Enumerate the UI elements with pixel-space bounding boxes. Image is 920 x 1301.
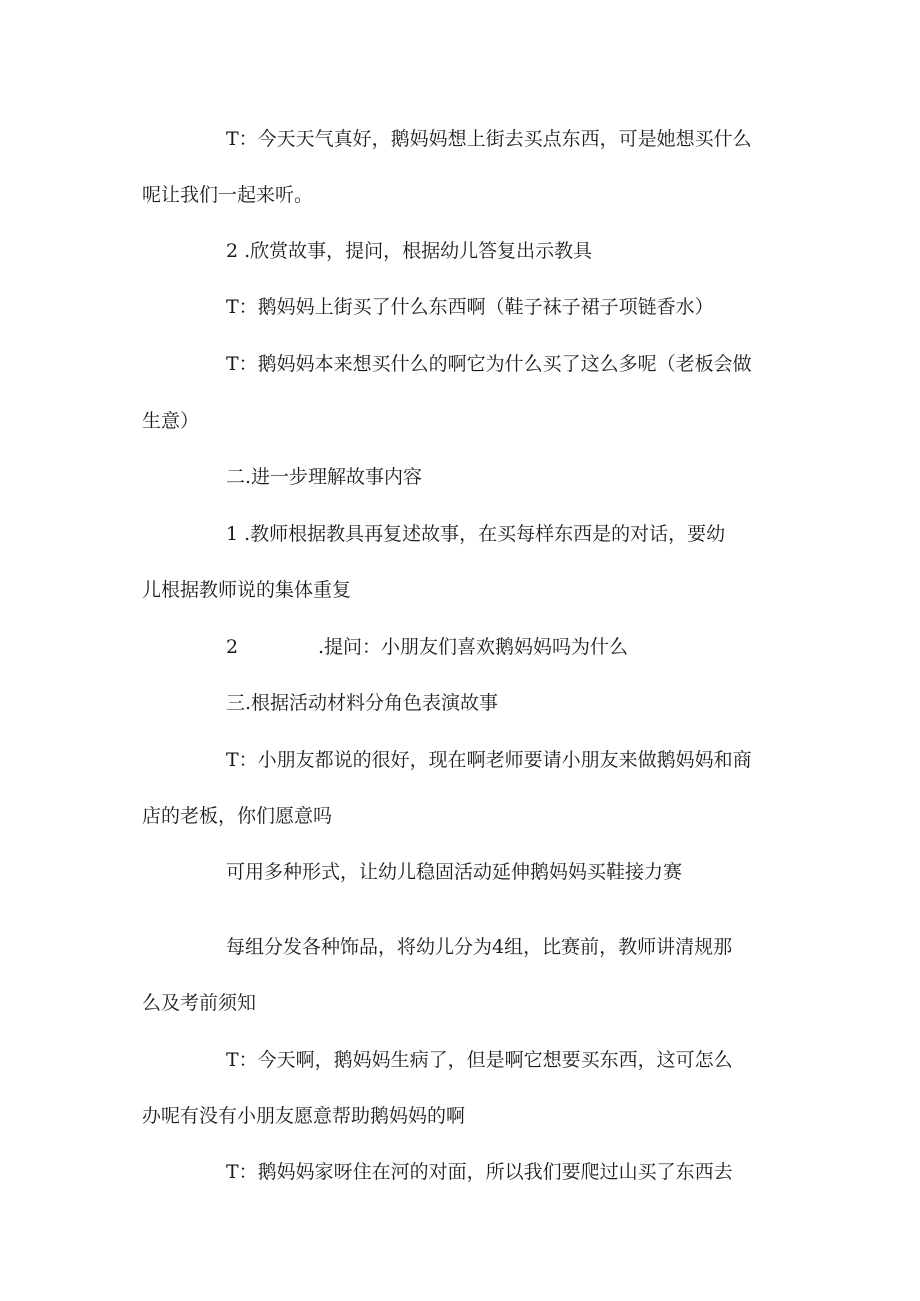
list-number: 2 (226, 636, 239, 658)
paragraph-line: T：小朋友都说的很好，现在啊老师要请小朋友来做鹅妈妈和商 (226, 749, 752, 771)
paragraph-line: 可用多种形式，让幼儿稳固活动延伸鹅妈妈买鞋接力赛 (226, 861, 683, 883)
paragraph-line: T：鹅妈妈家呀住在河的对面，所以我们要爬过山买了东西去 (226, 1161, 733, 1183)
paragraph-line: 儿根据教师说的集体重复 (142, 579, 352, 601)
paragraph-line: 1 .教师根据教具再复述故事，在买每样东西是的对话，要幼 (226, 523, 726, 545)
paragraph-line: T：今天啊，鹅妈妈生病了，但是啊它想要买东西，这可怎么 (226, 1049, 733, 1071)
paragraph-line: 每组分发各种饰品，将幼儿分为4组，比赛前，教师讲清规那 (226, 936, 733, 958)
paragraph-line: 店的老板，你们愿意吗 (142, 805, 333, 827)
paragraph-line: 呢让我们一起来听。 (142, 184, 314, 206)
paragraph-line: 办呢有没有小朋友愿意帮助鹅妈妈的啊 (142, 1105, 466, 1127)
paragraph-line (226, 634, 628, 660)
paragraph-line: 生意） (142, 410, 200, 432)
paragraph-line: T：今天天气真好，鹅妈妈想上街去买点东西，可是她想买什么 (226, 128, 752, 150)
section-heading: 三.根据活动材料分角色表演故事 (226, 692, 499, 714)
paragraph-line: 么及考前须知 (142, 992, 257, 1014)
paragraph-line: T：鹅妈妈上街买了什么东西啊（鞋子袜子裙子项链香水） (226, 296, 714, 318)
paragraph-line: T：鹅妈妈本来想买什么的啊它为什么买了这么多呢（老板会做 (226, 353, 752, 375)
list-item-text: .提问：小朋友们喜欢鹅妈妈吗为什么 (318, 636, 629, 658)
paragraph-line: 2 .欣赏故事，提问，根据幼儿答复出示教具 (226, 240, 593, 262)
section-heading: 二.进一步理解故事内容 (226, 466, 423, 488)
